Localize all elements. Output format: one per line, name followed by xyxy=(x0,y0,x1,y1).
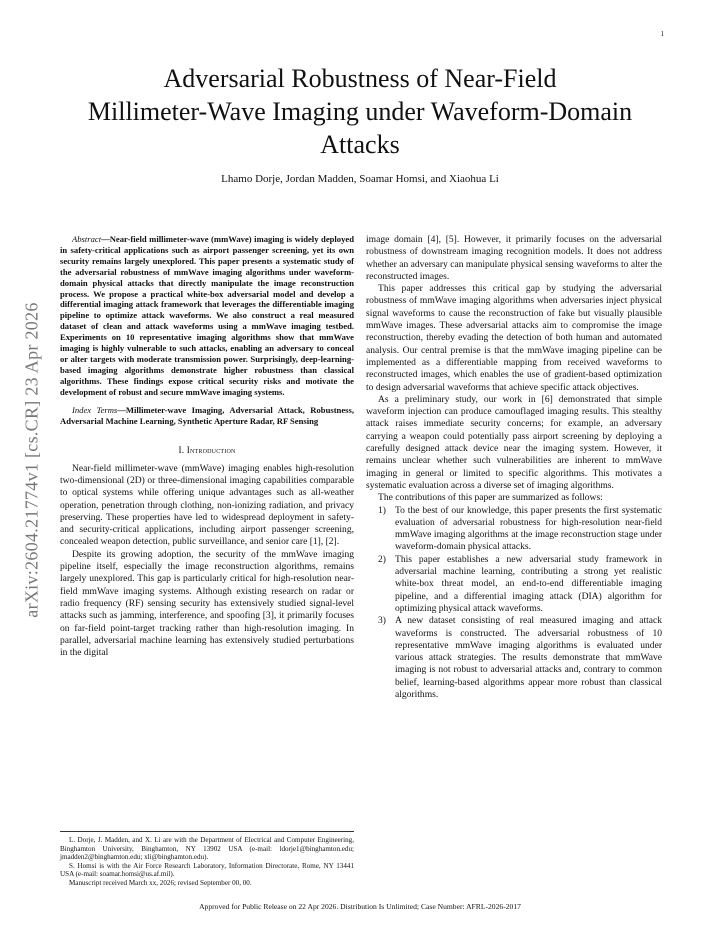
abstract-label: Abstract xyxy=(72,234,102,244)
footnotes xyxy=(60,831,354,888)
release-statement: Approved for Public Release on 22 Apr 2026. Distribution Is Unlimited; Case Number: AFRL-2026-2017 xyxy=(199,902,521,911)
list-item-text: A new dataset consisting of real measured imaging and attack waveforms is constructed. The adversarial robustness of 10 representative mmWave imaging algorithms is evaluated under various attack strategies. The results demonstrate that mmWave imaging is not robust to adversarial attacks and, contrary to common belief, learning-based algorithms appear more robust than classical algorithms. xyxy=(395,615,662,700)
section-title: Introduction xyxy=(186,445,236,456)
list-item xyxy=(366,505,662,554)
list-item-number: 1) xyxy=(378,504,386,516)
right-column xyxy=(366,234,662,701)
list-item xyxy=(366,615,662,701)
paragraph: Near-field millimeter-wave (mmWave) imaging enables high-resolution two-dimensional (2D) or three-dimensional imaging capabilities comparable to optical systems while offering unique advantages such as all-weather operation, penetration through clothing, non-ionizing radiation, and privacy preserving. These properties have led to widespread deployment in safety- and security-critical applications, including airport passenger screening, concealed weapon detection, public surveillance, and senior care [1], [2]. xyxy=(60,462,354,548)
list-item-text: This paper establishes a new adversarial study framework in adversarial machine learning, contributing a strong yet realistic white-box threat model, an end-to-end differentiable imaging pipeline, and a differential imaging attack (DIA) algorithm for optimizing physical attack waveforms. xyxy=(395,553,662,614)
footnote: Manuscript received March xx, 2026; revised September 00, 00. xyxy=(69,878,252,887)
index-terms xyxy=(60,405,354,427)
paragraph: image domain [4], [5]. However, it primarily focuses on the adversarial robustness of downstream imaging recognition models. It does not address whether an adversary can manipulate physical sensing waveforms to alter the reconstructed images. xyxy=(366,234,662,282)
arxiv-identifier: arXiv:2604.21774v1 [cs.CR] 23 Apr 2026 xyxy=(21,302,42,618)
list-item-number: 3) xyxy=(378,615,386,627)
footnote: L. Dorje, J. Madden, and X. Li are with the Department of Electrical and Computer Engineering, Binghamton University, Binghamton, NY 13902 USA (e-mail: ldorje1@binghamton.edu; jmadden2@binghamton.edu; xli@binghamton.edu). xyxy=(60,836,354,862)
list-item xyxy=(366,554,662,615)
abstract-text: —Near-field millimeter-wave (mmWave) imaging is widely deployed in safety-critical applications such as airport passenger screening, yet its own security remains largely unexplored. This paper presents a systematic study of the adversarial robustness of mmWave imaging algorithms under waveform-domain physical attacks that directly manipulate the image reconstruction process. We propose a practical white-box adversarial model and develop a differential imaging attack framework that leverages the differentiable imaging pipeline to optimize attack waveforms. We also construct a real measured dataset of clean and attack waveforms using a mmWave imaging testbed. Experiments on 10 representative imaging algorithms show that mmWave imaging is highly vulnerable to such attacks, enabling an adversary to conceal or alter targets with moderate transmission power. Surprisingly, deep-learning-based imaging algorithms demonstrate higher robustness than classical algorithms. These findings expose critical security risks and motivate the development of robust and secure mmWave imaging systems. xyxy=(60,234,354,397)
paragraph: This paper addresses this critical gap by studying the adversarial robustness of mmWave imaging algorithms when adversaries inject physical signal waveforms to cause the reconstruction of fake but visually plausible mmWave images. These adversarial attacks aim to compromise the image reconstruction, thereby evading the detection of both human and automated analysis. Our central premise is that the mmWave imaging pipeline can be implemented as a differentiable mapping from received waveforms to reconstructed images, which enables the use of gradient-based optimization to design adversarial waveforms that achieve specific attack objectives. xyxy=(366,283,662,393)
index-terms-text: —Millimeter-wave Imaging, Adversarial Attack, Robustness, Adversarial Machine Learning, Synthetic Aperture Radar, RF Sensing xyxy=(60,404,354,426)
abstract xyxy=(60,234,354,398)
left-column xyxy=(60,234,354,659)
title-line: Millimeter-Wave Imaging under Waveform-Domain xyxy=(87,97,633,126)
page-number: 1 xyxy=(660,30,664,38)
paragraph: Despite its growing adoption, the security of the mmWave imaging pipeline itself, especially the image reconstruction algorithms, remains largely unexplored. This gap is particularly critical for high-resolution near-field mmWave imaging systems. Although existing research on radar or radio frequency (RF) sensing security has extensively studied signal-level attacks such as jamming, interference, and spoofing [3], it primarily focuses on far-field point-target tracking rather than high-resolution imaging. In parallel, adversarial machine learning has extensively studied perturbations in the digital xyxy=(60,548,354,659)
list-item-number: 2) xyxy=(378,553,386,565)
title-line: Attacks xyxy=(320,130,400,159)
index-terms-label: Index Terms xyxy=(72,404,118,415)
paper-title xyxy=(60,62,660,161)
section-heading-introduction xyxy=(60,444,354,456)
title-line: Adversarial Robustness of Near-Field xyxy=(163,64,557,93)
footnote: S. Homsi is with the Air Force Research Laboratory, Information Directorate, Rome, NY 13441 USA (e-mail: soamar.homsi@us.af.mil). xyxy=(60,861,354,879)
paragraph: As a preliminary study, our work in [6] demonstrated that simple waveform injection can produce camouflaged imaging results. This stealthy attack raises immediate security concerns; for example, an adversary carrying a weapon could potentially pass airport screening by deploying a carefully designed attack device near the imaging system. However, it remains unclear whether such vulnerabilities are inherent to mmWave imaging in general or limited to specific algorithms. This motivates a systematic evaluation across a diverse set of imaging algorithms. xyxy=(366,393,662,491)
contributions-list xyxy=(366,505,662,702)
section-numeral: I. xyxy=(178,445,187,456)
author-list: Lhamo Dorje, Jordan Madden, Soamar Homsi, and Xiaohua Li xyxy=(221,173,499,185)
list-item-text: To the best of our knowledge, this paper presents the first systematic evaluation of adversarial robustness for high-resolution near-field mmWave imaging algorithms at the image reconstruction stage under waveform-domain physical attacks. xyxy=(395,504,662,553)
paragraph: The contributions of this paper are summarized as follows: xyxy=(378,492,603,504)
